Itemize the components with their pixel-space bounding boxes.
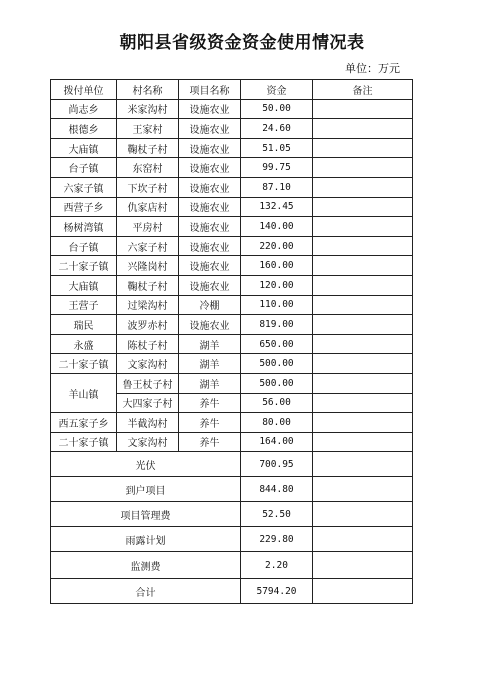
cell-unit: 大庙镇 — [51, 275, 117, 295]
summary-label: 雨露计划 — [51, 527, 241, 552]
header-fund: 资金 — [241, 80, 313, 100]
cell-project: 湖羊 — [179, 334, 241, 354]
cell-village: 仇家店村 — [117, 197, 179, 217]
table-row — [51, 295, 413, 315]
cell-village: 平房村 — [117, 217, 179, 237]
cell-fund: 80.00 — [241, 413, 313, 433]
cell-note — [313, 217, 413, 237]
cell-fund: 650.00 — [241, 334, 313, 354]
summary-label: 光伏 — [51, 452, 241, 477]
summary-fund: 5794.20 — [241, 579, 313, 604]
summary-row — [51, 477, 413, 502]
cell-unit: 西营子乡 — [51, 197, 117, 217]
cell-unit: 尚志乡 — [51, 99, 117, 119]
table-row — [51, 256, 413, 276]
header-village: 村名称 — [117, 80, 179, 100]
cell-fund: 140.00 — [241, 217, 313, 237]
cell-unit: 二十家子镇 — [51, 432, 117, 452]
cell-note — [313, 295, 413, 315]
cell-project: 养牛 — [179, 393, 241, 413]
table-row — [51, 413, 413, 433]
cell-village: 波罗赤村 — [117, 315, 179, 335]
cell-fund: 164.00 — [241, 432, 313, 452]
cell-note — [313, 236, 413, 256]
header-project: 项目名称 — [179, 80, 241, 100]
table-row — [51, 334, 413, 354]
table-row — [51, 373, 413, 393]
cell-note — [313, 315, 413, 335]
cell-unit: 杨树湾镇 — [51, 217, 117, 237]
summary-note — [313, 502, 413, 527]
page-title: 朝阳县省级资金资金使用情况表 — [119, 33, 365, 53]
cell-unit: 台子镇 — [51, 236, 117, 256]
summary-row — [51, 502, 413, 527]
header-unit: 拨付单位 — [51, 80, 117, 100]
summary-fund: 2.20 — [241, 552, 313, 579]
cell-note — [313, 275, 413, 295]
cell-project: 设施农业 — [179, 197, 241, 217]
cell-village: 大四家子村 — [117, 393, 179, 413]
cell-project: 湖羊 — [179, 354, 241, 374]
cell-project: 设施农业 — [179, 236, 241, 256]
cell-note — [313, 393, 413, 413]
summary-label: 项目管理费 — [51, 502, 241, 527]
cell-village: 文家沟村 — [117, 354, 179, 374]
summary-fund: 844.80 — [241, 477, 313, 502]
table-row — [51, 158, 413, 178]
summary-fund: 229.80 — [241, 527, 313, 552]
summary-label: 合计 — [51, 579, 241, 604]
cell-fund: 160.00 — [241, 256, 313, 276]
cell-village: 陈杖子村 — [117, 334, 179, 354]
table-row — [51, 197, 413, 217]
cell-unit: 台子镇 — [51, 158, 117, 178]
cell-fund: 132.45 — [241, 197, 313, 217]
cell-fund: 56.00 — [241, 393, 313, 413]
cell-village: 半截沟村 — [117, 413, 179, 433]
table-row — [51, 99, 413, 119]
cell-project: 设施农业 — [179, 177, 241, 197]
cell-village: 鲁王杖子村 — [117, 373, 179, 393]
cell-project: 设施农业 — [179, 315, 241, 335]
cell-project: 设施农业 — [179, 138, 241, 158]
cell-unit: 永盛 — [51, 334, 117, 354]
cell-fund: 220.00 — [241, 236, 313, 256]
unit-label: 单位：万元 — [345, 62, 400, 75]
table-row — [51, 315, 413, 335]
cell-unit: 羊山镇 — [51, 373, 117, 412]
cell-fund: 819.00 — [241, 315, 313, 335]
cell-note — [313, 158, 413, 178]
cell-village: 兴隆岗村 — [117, 256, 179, 276]
cell-fund: 500.00 — [241, 354, 313, 374]
table-row — [51, 119, 413, 139]
cell-fund: 50.00 — [241, 99, 313, 119]
cell-unit: 二十家子镇 — [51, 354, 117, 374]
cell-project: 养牛 — [179, 432, 241, 452]
table-row — [51, 432, 413, 452]
cell-village: 下坎子村 — [117, 177, 179, 197]
cell-note — [313, 177, 413, 197]
header-note: 备注 — [313, 80, 413, 100]
cell-fund: 110.00 — [241, 295, 313, 315]
table-row — [51, 275, 413, 295]
summary-fund: 700.95 — [241, 452, 313, 477]
cell-project: 湖羊 — [179, 373, 241, 393]
cell-fund: 24.60 — [241, 119, 313, 139]
cell-unit: 西五家子乡 — [51, 413, 117, 433]
cell-unit: 二十家子镇 — [51, 256, 117, 276]
cell-note — [313, 354, 413, 374]
summary-row-total — [51, 579, 413, 604]
table-header-row — [51, 80, 413, 100]
cell-project: 设施农业 — [179, 158, 241, 178]
cell-village: 鞠杖子村 — [117, 138, 179, 158]
cell-project: 设施农业 — [179, 99, 241, 119]
cell-note — [313, 373, 413, 393]
cell-unit: 大庙镇 — [51, 138, 117, 158]
cell-unit: 六家子镇 — [51, 177, 117, 197]
cell-note — [313, 413, 413, 433]
cell-note — [313, 256, 413, 276]
cell-village: 王家村 — [117, 119, 179, 139]
fund-table — [50, 79, 413, 604]
table-row — [51, 236, 413, 256]
summary-note — [313, 552, 413, 579]
summary-row — [51, 452, 413, 477]
cell-note — [313, 334, 413, 354]
table-row — [51, 354, 413, 374]
cell-village: 过梁沟村 — [117, 295, 179, 315]
summary-note — [313, 579, 413, 604]
table-row — [51, 217, 413, 237]
summary-row — [51, 552, 413, 579]
cell-village: 米家沟村 — [117, 99, 179, 119]
summary-note — [313, 527, 413, 552]
table-row — [51, 138, 413, 158]
table-row — [51, 177, 413, 197]
summary-note — [313, 452, 413, 477]
cell-unit: 根德乡 — [51, 119, 117, 139]
cell-note — [313, 432, 413, 452]
cell-note — [313, 197, 413, 217]
summary-label: 到户项目 — [51, 477, 241, 502]
cell-note — [313, 138, 413, 158]
cell-village: 六家子村 — [117, 236, 179, 256]
summary-note — [313, 477, 413, 502]
cell-project: 设施农业 — [179, 119, 241, 139]
cell-project: 冷棚 — [179, 295, 241, 315]
cell-project: 养牛 — [179, 413, 241, 433]
cell-project: 设施农业 — [179, 256, 241, 276]
cell-village: 文家沟村 — [117, 432, 179, 452]
cell-fund: 500.00 — [241, 373, 313, 393]
cell-fund: 87.10 — [241, 177, 313, 197]
cell-project: 设施农业 — [179, 275, 241, 295]
cell-fund: 120.00 — [241, 275, 313, 295]
summary-row — [51, 527, 413, 552]
summary-label: 监测费 — [51, 552, 241, 579]
cell-unit: 王营子 — [51, 295, 117, 315]
cell-project: 设施农业 — [179, 217, 241, 237]
cell-note — [313, 119, 413, 139]
cell-fund: 99.75 — [241, 158, 313, 178]
cell-fund: 51.05 — [241, 138, 313, 158]
cell-unit: 瑞民 — [51, 315, 117, 335]
cell-village: 鞠杖子村 — [117, 275, 179, 295]
cell-village: 东窑村 — [117, 158, 179, 178]
cell-note — [313, 99, 413, 119]
summary-fund: 52.50 — [241, 502, 313, 527]
